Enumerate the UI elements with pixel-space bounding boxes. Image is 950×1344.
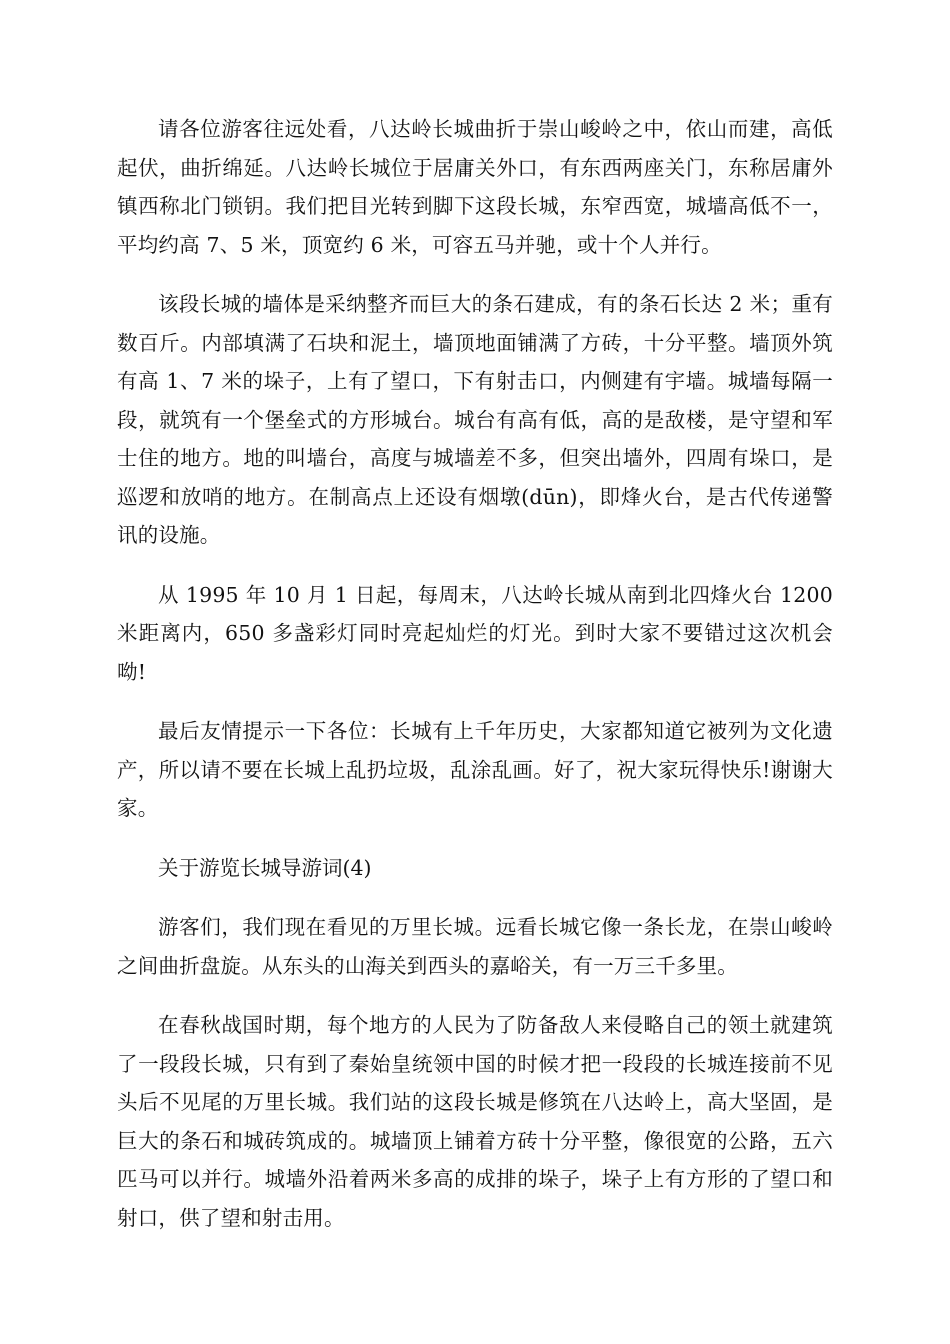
document-body — [117, 110, 833, 1258]
paragraph-wall-structure: 该段长城的墙体是采纳整齐而巨大的条石建成，有的条石长达 2 米；重有数百斤。内部填满了石块和泥土，墙顶地面铺满了方砖，十分平整。墙顶外筑有高 1、7 米的垛子，上有了望口，下有射击口，内侧建有宇墙。城墙每隔一段，就筑有一个堡垒式的方形城台。城台有高有低，高的是敌楼，是守望和军士住的地方。地的叫墙台，高度与城墙差不多，但突出墙外，四周有垛口，是巡逻和放哨的地方。在制高点上还设有烟墩(dūn)，即烽火台，是古代传递警讯的设施。 — [117, 292, 833, 547]
section-heading: 关于游览长城导游词(4) — [158, 855, 372, 880]
paragraph-closing-reminder: 最后友情提示一下各位：长城有上千年历史，大家都知道它被列为文化遗产，所以请不要在长城上乱扔垃圾，乱涂乱画。好了，祝大家玩得快乐!谢谢大家。 — [117, 719, 833, 820]
paragraph-great-wall-intro: 游客们，我们现在看见的万里长城。远看长城它像一条长龙，在崇山峻岭之间曲折盘旋。从东头的山海关到西头的嘉峪关，有一万三千多里。 — [117, 915, 833, 978]
paragraph-great-wall-history: 在春秋战国时期，每个地方的人民为了防备敌人来侵略自己的领土就建筑了一段段长城，只有到了秦始皇统领中国的时候才把一段段的长城连接前不见头后不见尾的万里长城。我们站的这段长城是修筑在八达岭上，高大坚固，是巨大的条石和城砖筑成的。城墙顶上铺着方砖十分平整，像很宽的公路，五六匹马可以并行。城墙外沿着两米多高的成排的垛子，垛子上有方形的了望口和射口，供了望和射击用。 — [117, 1013, 833, 1230]
paragraph-badaling-overview: 请各位游客往远处看，八达岭长城曲折于崇山峻岭之中，依山而建，高低起伏，曲折绵延。八达岭长城位于居庸关外口，有东西两座关门，东称居庸外镇西称北门锁钥。我们把目光转到脚下这段长城，东窄西宽，城墙高低不一，平均约高 7、5 米，顶宽约 6 米，可容五马并驰，或十个人并行。 — [117, 117, 833, 257]
paragraph-lantern-lighting: 从 1995 年 10 月 1 日起，每周末，八达岭长城从南到北四烽火台 1200 米距离内，650 多盏彩灯同时亮起灿烂的灯光。到时大家不要错过这次机会呦! — [117, 582, 833, 684]
